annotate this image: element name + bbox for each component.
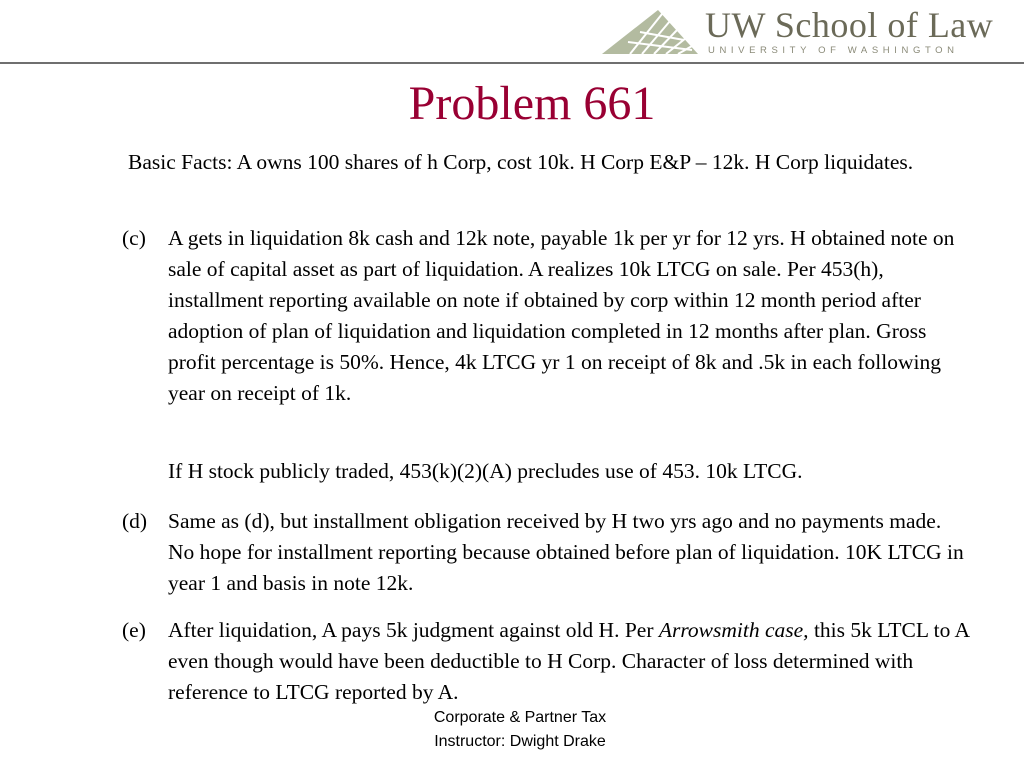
logo-mark-icon [600,8,700,56]
list-item-text [168,615,972,708]
text-before-case: After liquidation, A pays 5k judgment against old H. Per [168,618,659,642]
header-rule [0,62,1024,64]
list-item-c [122,223,972,409]
text-after-case: this 5k LTCL to A even though would have been deductible to H Corp. Character of loss determined with reference to LTCG reported by A. [168,618,969,704]
case-name: Arrowsmith case, [658,618,809,642]
list-item-text: A gets in liquidation 8k cash and 12k note, payable 1k per yr for 12 yrs. H obtained note on sale of capital asset as part of liquidation. A realizes 10k LTCG on sale. Per 453(h), installment reporting available on note if obtained by corp within 12 month period after adoption of plan of liquidation and liquidation completed in 12 months after plan. Gross profit percentage is 50%. Hence, 4k LTCG yr 1 on receipt of 8k and .5k in each following year on receipt of 1k. [168,226,955,405]
uw-law-logo [600,6,1010,56]
list-marker: (e) [122,618,146,642]
list-item-c-continuation: If H stock publicly traded, 453(k)(2)(A) precludes use of 453. 10k LTCG. [168,459,803,483]
footer-instructor: Instructor: Dwight Drake [434,733,606,750]
logo-name: UW School of Law [705,5,994,45]
logo-subtitle: UNIVERSITY OF WASHINGTON [708,45,959,56]
slide-title: Problem 661 [408,77,656,130]
list-marker: (d) [122,509,148,533]
footer-course: Corporate & Partner Tax [433,709,607,726]
list-item-d [122,506,972,599]
slide-footer [340,706,700,754]
list-item-text: Same as (d), but installment obligation received by H two yrs ago and no payments made. No hope for installment reporting because obtained before plan of liquidation. 10K LTCG in year 1 and basis in note 12k. [168,509,964,595]
basic-facts: Basic Facts: A owns 100 shares of h Corp, cost 10k. H Corp E&P – 12k. H Corp liquidates. [128,150,914,174]
list-item-e [122,615,972,708]
list-marker: (c) [122,226,146,250]
